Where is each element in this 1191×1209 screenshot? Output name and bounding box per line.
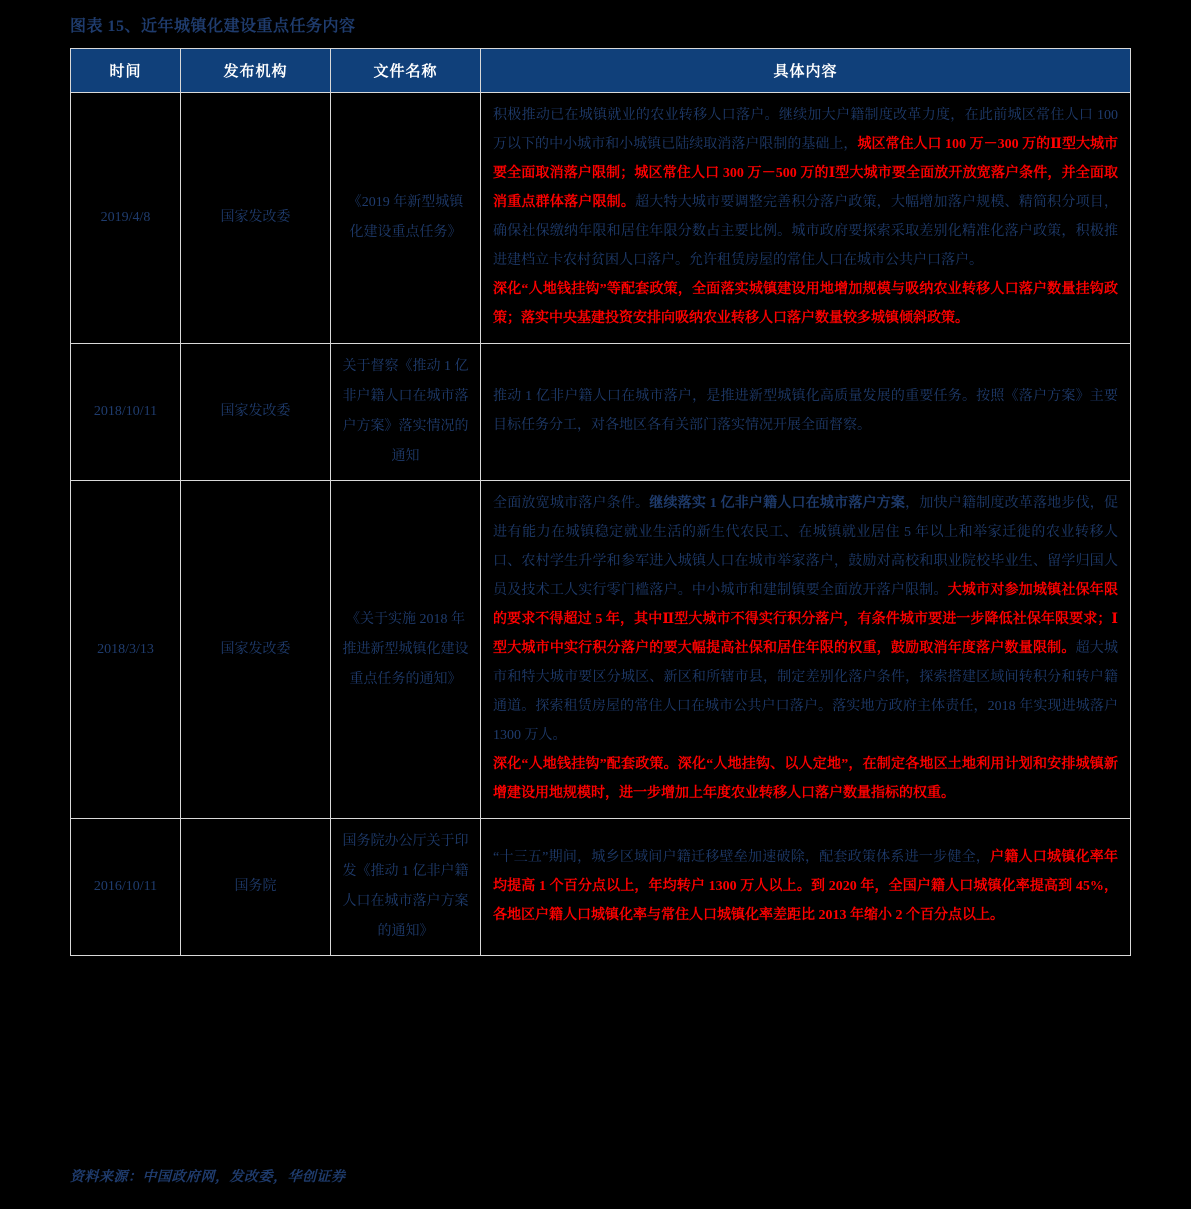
cell-organization: 国家发改委 <box>181 481 331 819</box>
policy-table-container <box>70 48 1130 956</box>
cell-detail <box>481 819 1131 956</box>
detail-text: 超大特大城市要调整完善积分落户政策，大幅增加落户规模、精简积分项目，确保社保缴纳年限和居住年限分数占主要比例。城市政府要探索采取差别化精准化落户政策，积极推进建档立卡农村贫困人口落户。允许租赁房屋的常住人口在城市公共户口落户。 <box>493 195 1118 268</box>
detail-text: “十三五”期间，城乡区域间户籍迁移壁垒加速破除，配套政策体系进一步健全， <box>493 849 991 865</box>
detail-text: 积极推动已在城镇就业的农业转移人口落户。继续加大户籍制度改革力度，在此前城区常住人口 100 万以下的中小城市和小城镇已陆续取消落户限制的基础上， <box>493 108 1118 152</box>
cell-document-name: 关于督察《推动 1 亿非户籍人口在城市落户方案》落实情况的通知 <box>331 344 481 481</box>
detail-paragraph <box>493 750 1118 808</box>
highlighted-text: 深化“人地钱挂钩”配套政策。深化“人地挂钩、以人定地”，在制定各地区土地利用计划和安排城镇新增建设用地规模时，进一步增加上年度农业转移人口落户数量指标的权重。 <box>493 757 1118 801</box>
highlighted-text: 大城市对参加城镇社保年限的要求不得超过 5 年，其中Ⅱ型大城市不得实行积分落户，有条件城市要进一步降低社保年限要求；Ⅰ型大城市中实行积分落户的要大幅提高社保和居住年限的权重，鼓励取消年度落户数量限制。 <box>493 583 1119 656</box>
detail-paragraph <box>493 489 1118 750</box>
policy-table <box>70 48 1131 956</box>
detail-text: 超大城市和特大城市要区分城区、新区和所辖市县，制定差别化落户条件，探索搭建区域间转积分和转户籍通道。探索租赁房屋的常住人口在城市公共户口落户。落实地方政府主体责任，2018 年实现进城落户 1300 万人。 <box>493 641 1119 743</box>
detail-text: 继续落实 1 亿非户籍人口在城市落户方案 <box>649 496 906 511</box>
source-note: 资料来源：中国政府网，发改委，华创证券 <box>70 1170 346 1185</box>
cell-time: 2018/10/11 <box>71 344 181 481</box>
table-header-row <box>71 49 1131 93</box>
figure-title: 图表 15、近年城镇化建设重点任务内容 <box>70 18 356 35</box>
cell-document-name: 《2019 年新型城镇化建设重点任务》 <box>331 93 481 344</box>
cell-document-name: 《关于实施 2018 年推进新型城镇化建设重点任务的通知》 <box>331 481 481 819</box>
cell-organization: 国家发改委 <box>181 93 331 344</box>
cell-detail <box>481 93 1131 344</box>
cell-time: 2018/3/13 <box>71 481 181 819</box>
cell-detail <box>481 344 1131 481</box>
cell-time: 2019/4/8 <box>71 93 181 344</box>
highlighted-text: 城区常住人口 100 万－300 万的Ⅱ型大城市要全面取消落户限制；城区常住人口 300 万－500 万的Ⅰ型大城市要全面放开放宽落户条件，并全面取消重点群体落户限制。 <box>493 137 1118 210</box>
detail-paragraph <box>493 843 1118 930</box>
cell-detail <box>481 481 1131 819</box>
highlighted-text: 户籍人口城镇化率年均提高 1 个百分点以上，年均转户 1300 万人以上。到 2020 年，全国户籍人口城镇化率提高到 45%，各地区户籍人口城镇化率与常住人口城镇化率差距比 2013 年缩小 2 个百分点以上。 <box>493 849 1118 923</box>
column-header-detail: 具体内容 <box>481 49 1131 93</box>
table-header <box>71 49 1131 93</box>
detail-paragraph <box>493 101 1118 275</box>
highlighted-text: 深化“人地钱挂钩”等配套政策，全面落实城镇建设用地增加规模与吸纳农业转移人口落户数量挂钩政策；落实中央基建投资安排向吸纳农业转移人口落户数量较多城镇倾斜政策。 <box>493 282 1118 326</box>
table-row <box>71 93 1131 344</box>
detail-text: 推动 1 亿非户籍人口在城市落户，是推进新型城镇化高质量发展的重要任务。按照《落户方案》主要目标任务分工，对各地区各有关部门落实情况开展全面督察。 <box>493 389 1118 433</box>
detail-text: ，加快户籍制度改革落地步伐，促进有能力在城镇稳定就业生活的新生代农民工、在城镇就业居住 5 年以上和举家迁徙的农业转移人口、农村学生升学和参军进入城镇人口在城市举家落户，鼓励对高校和职业院校毕业生、留学归国人员及技术工人实行零门槛落户。中小城市和建制镇要全面放开落户限制。 <box>493 496 1119 598</box>
cell-organization: 国家发改委 <box>181 344 331 481</box>
detail-text: 全面放宽城市落户条件。 <box>493 496 650 511</box>
table-body <box>71 93 1131 956</box>
cell-document-name: 国务院办公厅关于印发《推动 1 亿非户籍人口在城市落户方案的通知》 <box>331 819 481 956</box>
table-row <box>71 819 1131 956</box>
detail-paragraph <box>493 382 1118 440</box>
column-header-org: 发布机构 <box>181 49 331 93</box>
column-header-time: 时间 <box>71 49 181 93</box>
table-row <box>71 344 1131 481</box>
table-row <box>71 481 1131 819</box>
cell-time: 2016/10/11 <box>71 819 181 956</box>
cell-organization: 国务院 <box>181 819 331 956</box>
detail-paragraph <box>493 275 1118 333</box>
column-header-doc: 文件名称 <box>331 49 481 93</box>
